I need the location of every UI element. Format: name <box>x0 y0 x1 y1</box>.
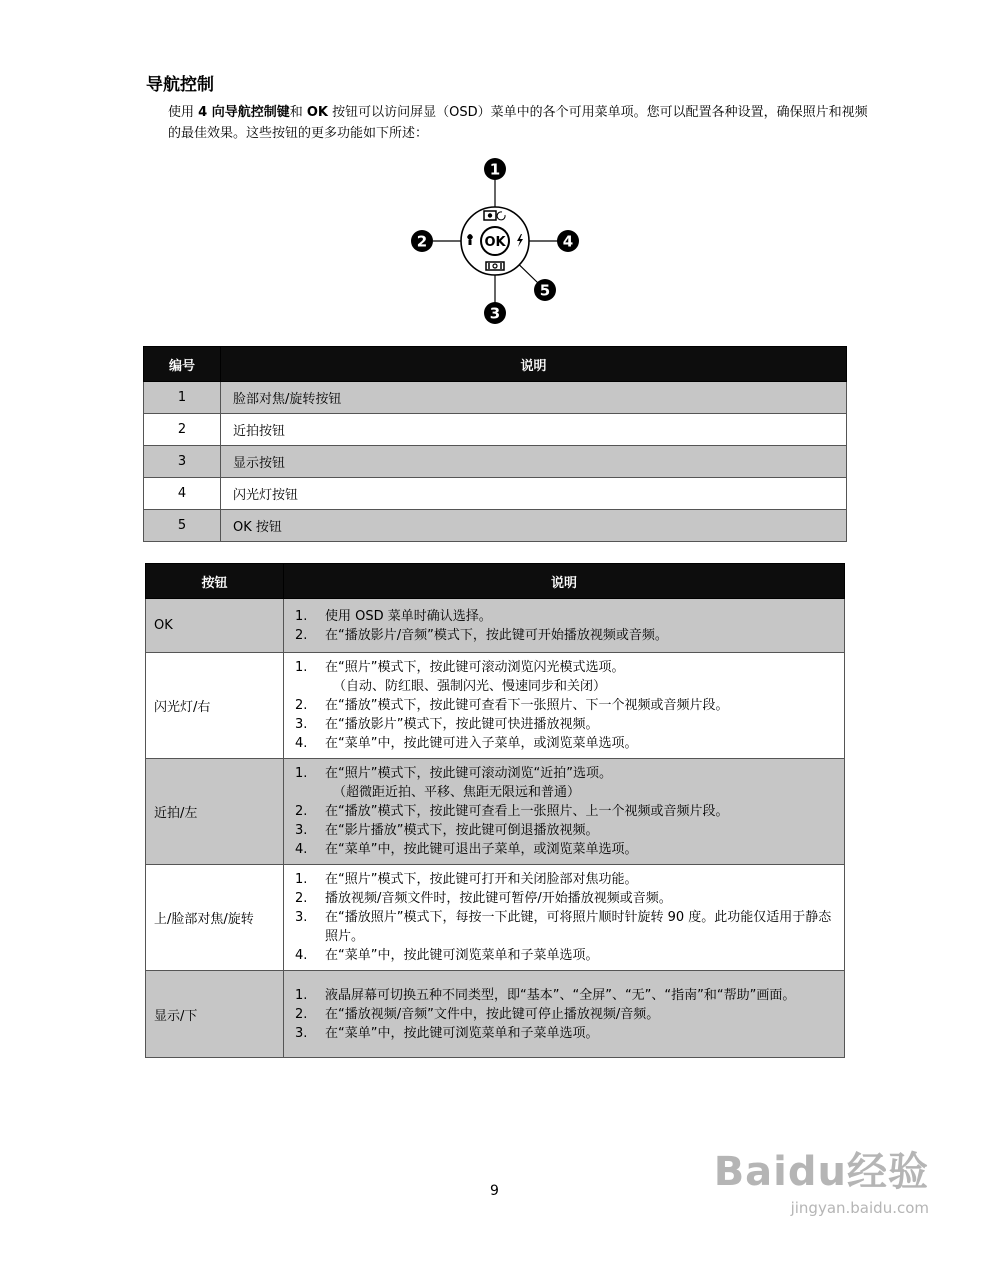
table-row <box>144 382 847 414</box>
list-item: 1. 在“照片”模式下，按此键可滚动浏览闪光模式选项。 （自动、防红眼、强制闪光、慢速同步和关闭） <box>295 660 625 694</box>
list-item: 1. 液晶屏幕可切换五种不同类型，即“基本”、“全屏”、“无”、“指南”和“帮助”画面。 <box>295 987 796 1003</box>
list-item: 3. 在“影片播放”模式下，按此键可倒退播放视频。 <box>295 823 599 838</box>
column-header-description: 说明 <box>284 564 845 599</box>
watermark <box>714 1140 929 1217</box>
list-item: 3. 在“菜单”中，按此键可浏览菜单和子菜单选项。 <box>295 1025 599 1041</box>
table-row <box>144 510 847 542</box>
row-number: 2 <box>144 414 221 446</box>
row-description: 闪光灯按钮 <box>221 478 847 510</box>
row-description: 脸部对焦/旋转按钮 <box>221 382 847 414</box>
svg-text:4: 4 <box>562 232 574 251</box>
button-name: 闪光灯/右 <box>146 653 284 759</box>
button-number-table <box>143 346 847 542</box>
row-description: OK 按钮 <box>221 510 847 542</box>
navigation-dial-diagram <box>400 155 590 330</box>
svg-text:2: 2 <box>416 232 428 251</box>
table-row <box>146 599 845 653</box>
table-row <box>144 414 847 446</box>
list-item: 2. 在“播放”模式下，按此键可查看上一张照片、上一个视频或音频片段。 <box>295 804 729 819</box>
list-item: 1. 使用 OSD 菜单时确认选择。 <box>295 608 492 624</box>
svg-text:5: 5 <box>539 281 551 300</box>
column-header-button: 按钮 <box>146 564 284 599</box>
list-item: 2. 在“播放视频/音频”文件中，按此键可停止播放视频/音频。 <box>295 1006 660 1022</box>
intro-text-2: 和 <box>289 105 307 120</box>
table-row <box>146 865 845 971</box>
button-description <box>284 653 845 759</box>
intro-bold-1: 4 向导航控制键 <box>198 105 290 120</box>
button-description <box>284 971 845 1058</box>
table-header-row <box>146 564 845 599</box>
row-number: 5 <box>144 510 221 542</box>
row-number: 3 <box>144 446 221 478</box>
button-function-table <box>145 563 845 1058</box>
table-row <box>144 446 847 478</box>
list-item: 2. 在“播放”模式下，按此键可查看下一张照片、下一个视频或音频片段。 <box>295 698 729 713</box>
intro-text-1: 使用 <box>168 105 199 120</box>
row-number: 4 <box>144 478 221 510</box>
list-item: 2. 播放视频/音频文件时，按此键可暂停/开始播放视频或音频。 <box>295 891 672 906</box>
row-number: 1 <box>144 382 221 414</box>
marker-5 <box>534 279 556 301</box>
watermark-url: jingyan.baidu.com <box>790 1199 929 1217</box>
intro-bold-2: OK <box>306 105 328 120</box>
list-item: 4. 在“菜单”中，按此键可进入子菜单，或浏览菜单选项。 <box>295 736 638 751</box>
page-number: 9 <box>490 1183 499 1199</box>
list-item: 3. 在“播放照片”模式下，每按一下此键，可将照片顺时针旋转 90 度。此功能仅适用于静态照片。 <box>295 910 832 944</box>
table-row <box>144 478 847 510</box>
marker-2 <box>411 230 433 252</box>
button-name: 上/脸部对焦/旋转 <box>146 865 284 971</box>
section-title: 导航控制 <box>146 75 214 95</box>
row-description: 显示按钮 <box>221 446 847 478</box>
intro-text-3: 按钮可以访问屏显（OSD）菜单中的各个可用菜单项。您可以配置各种设置，确保照片和视频的最佳效果。这些按钮的更多功能如下所述： <box>168 105 868 141</box>
ok-button-label: OK <box>484 235 506 250</box>
intro-paragraph <box>168 102 868 144</box>
list-item: 1. 在“照片”模式下，按此键可打开和关闭脸部对焦功能。 <box>295 872 638 887</box>
button-name: 近拍/左 <box>146 759 284 865</box>
list-item: 1. 在“照片”模式下，按此键可滚动浏览“近拍”选项。 （超微距近拍、平移、焦距无限远和普通） <box>295 766 612 800</box>
marker-1 <box>484 158 506 180</box>
button-description <box>284 759 845 865</box>
table-row <box>146 759 845 865</box>
button-description <box>284 865 845 971</box>
watermark-logo: Baidu经验 <box>713 1149 929 1195</box>
column-header-description: 说明 <box>221 347 847 382</box>
svg-text:1: 1 <box>489 160 501 179</box>
table-row <box>146 971 845 1058</box>
table-header-row <box>144 347 847 382</box>
button-name: OK <box>146 599 284 653</box>
row-description: 近拍按钮 <box>221 414 847 446</box>
list-item: 2. 在“播放影片/音频”模式下，按此键可开始播放视频或音频。 <box>295 627 668 643</box>
button-name: 显示/下 <box>146 971 284 1058</box>
list-item: 3. 在“播放影片”模式下，按此键可快进播放视频。 <box>295 717 599 732</box>
marker-3 <box>484 302 506 324</box>
table-row <box>146 653 845 759</box>
button-description <box>284 599 845 653</box>
list-item: 4. 在“菜单”中，按此键可退出子菜单，或浏览菜单选项。 <box>295 842 638 857</box>
list-item: 4. 在“菜单”中，按此键可浏览菜单和子菜单选项。 <box>295 948 599 963</box>
column-header-number: 编号 <box>144 347 221 382</box>
marker-4 <box>557 230 579 252</box>
svg-text:3: 3 <box>489 304 501 323</box>
